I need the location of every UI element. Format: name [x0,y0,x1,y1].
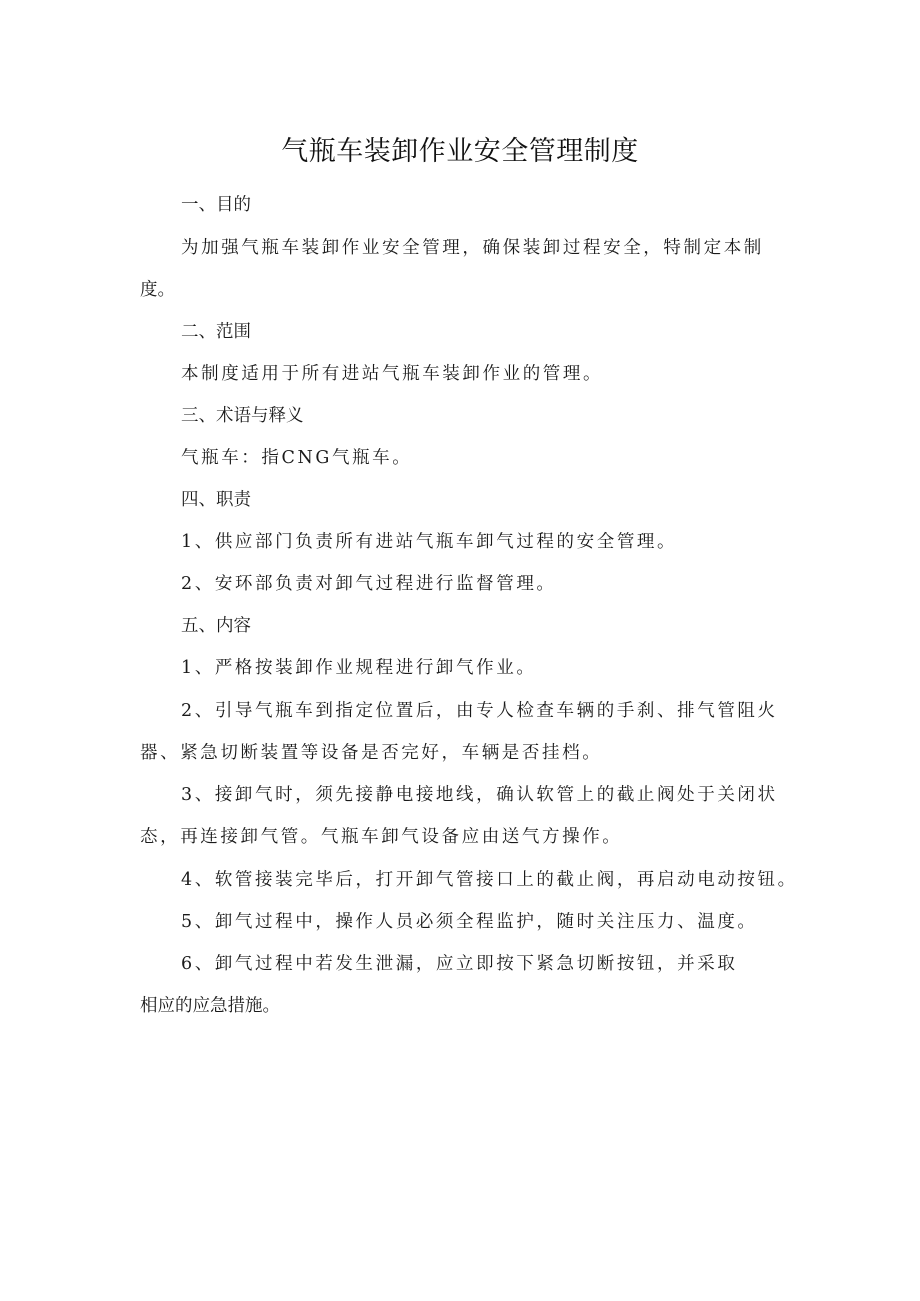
heading-responsibilities: 四、职责 [181,490,251,510]
heading-content: 五、内容 [181,616,251,636]
responsibility-item-2: 2、安环部负责对卸气过程进行监督管理。 [181,574,557,594]
content-item-2-line-2: 器、紧急切断装置等设备是否完好，车辆是否挂档。 [140,743,603,763]
document-title: 气瓶车装卸作业安全管理制度 [281,136,639,167]
content-item-6-line-1: 6、卸气过程中若发生泄漏，应立即按下紧急切断按钮，并采取 [181,954,738,974]
purpose-text-line-1: 为加强气瓶车装卸作业安全管理，确保装卸过程安全，特制定本制 [181,238,764,258]
terms-text: 气瓶车：指CNG气瓶车。 [181,448,413,468]
heading-terms: 三、术语与释义 [181,406,304,426]
responsibility-item-1: 1、供应部门负责所有进站气瓶车卸气过程的安全管理。 [181,532,678,552]
content-item-3-line-2: 态，再连接卸气管。气瓶车卸气设备应由送气方操作。 [140,827,623,847]
heading-purpose: 一、目的 [181,195,251,215]
content-item-3-line-1: 3、接卸气时，须先接静电接地线，确认软管上的截止阀处于关闭状 [181,785,778,805]
content-item-6-line-2: 相应的应急措施。 [140,996,280,1016]
heading-scope: 二、范围 [181,322,251,342]
scope-text: 本制度适用于所有进站气瓶车装卸作业的管理。 [181,364,604,384]
purpose-text-line-2: 度。 [140,280,175,300]
content-item-1: 1、严格按装卸作业规程进行卸气作业。 [181,658,537,678]
content-item-2-line-1: 2、引导气瓶车到指定位置后，由专人检查车辆的手刹、排气管阻火 [181,701,778,721]
content-item-5: 5、卸气过程中，操作人员必须全程监护，随时关注压力、温度。 [181,912,758,932]
content-item-4: 4、软管接装完毕后，打开卸气管接口上的截止阀，再启动电动按钮。 [181,870,798,890]
